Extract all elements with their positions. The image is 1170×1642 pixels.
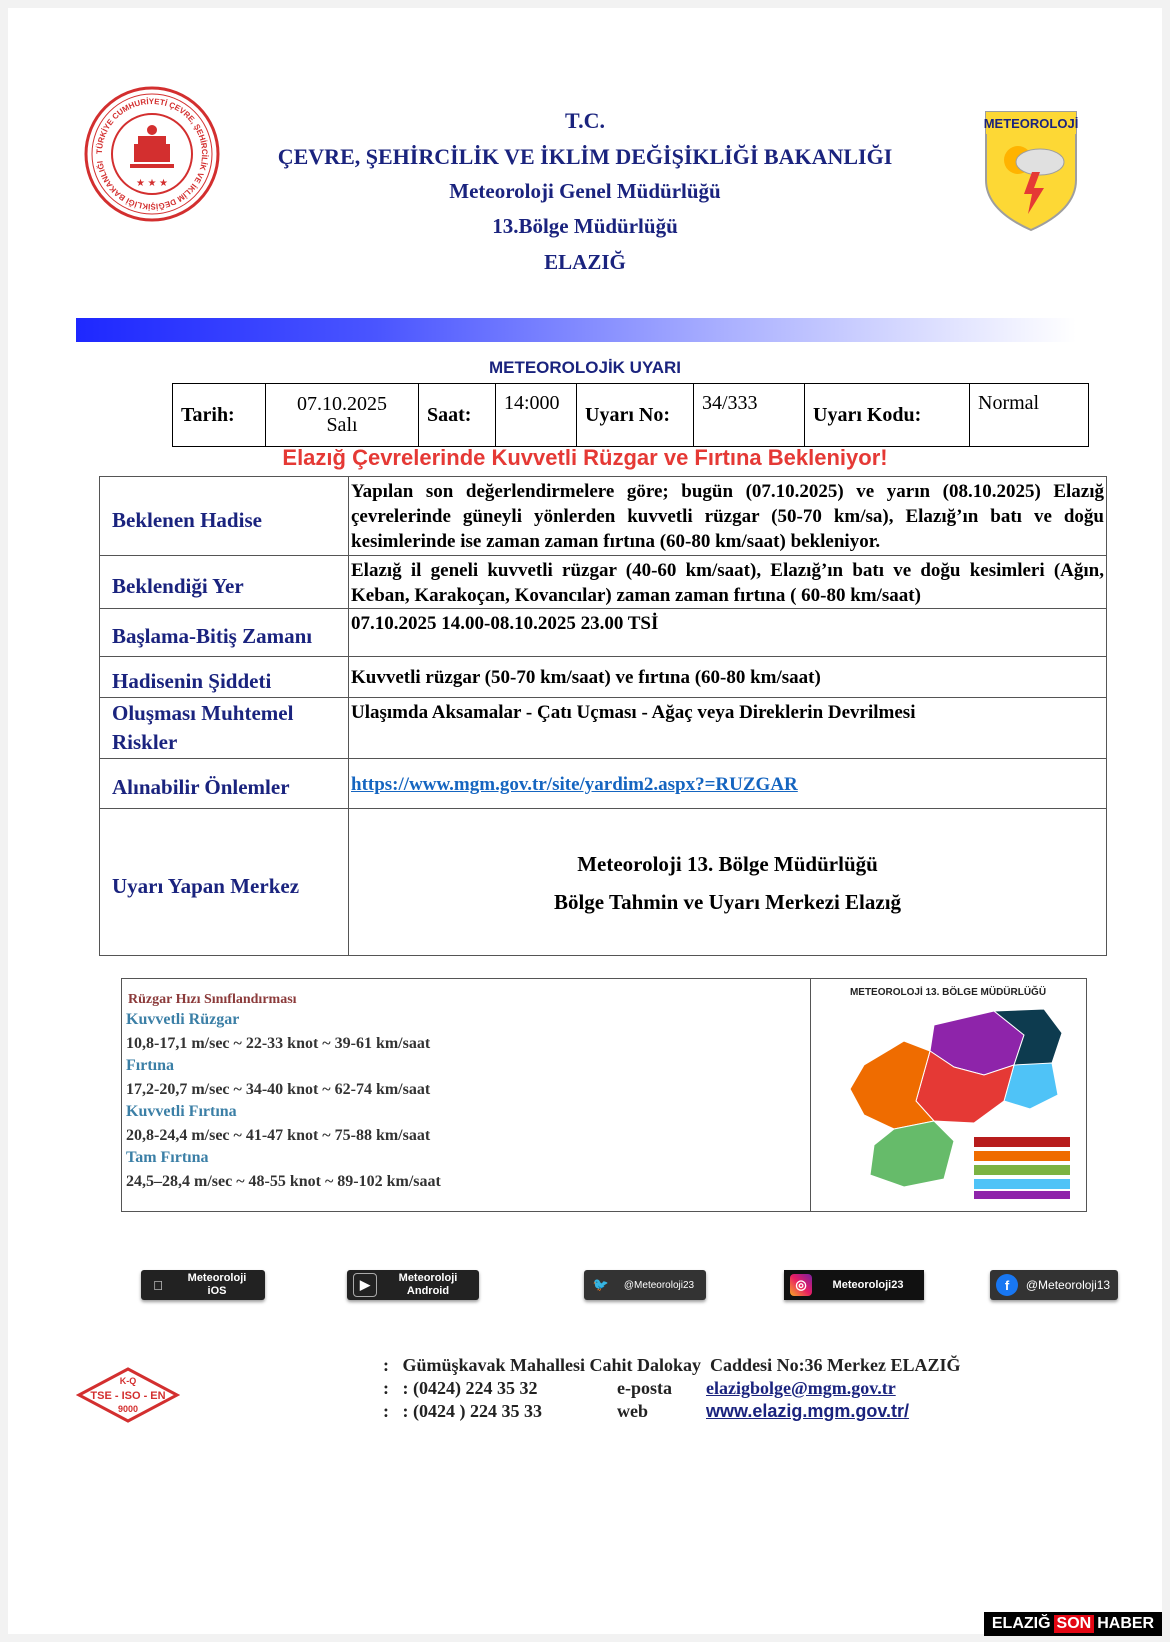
play-store-icon: ▶ <box>353 1273 377 1297</box>
row-label: Hadisenin Şiddeti <box>100 657 349 698</box>
ios-badge-text: Meteoroloji iOS <box>187 1272 247 1297</box>
email-label: e-posta <box>617 1378 672 1398</box>
wind-classification-box <box>121 978 1087 1212</box>
facebook-handle: @Meteoroloji13 <box>1025 1277 1111 1292</box>
date-cell <box>266 384 419 447</box>
row-value: Elazığ il geneli kuvvetli rüzgar (40-60 km/saat), Elazığ’ın batı ve doğu kesimleri (Ağın, Keban, Karakoçan, Kovancılar) zaman zaman fırtına ( 60-80 km/saat) <box>349 556 1107 609</box>
warning-no-label: Uyarı No: <box>577 384 694 447</box>
warning-info-table <box>172 383 1089 447</box>
wind-classification-title: Rüzgar Hızı Sınıflandırması <box>128 992 297 1007</box>
header-region: 13.Bölge Müdürlüğü <box>492 214 678 238</box>
android-app-badge[interactable] <box>347 1270 479 1300</box>
header-tc: T.C. <box>565 108 605 133</box>
header-city: ELAZIĞ <box>544 250 626 274</box>
contact-web-link[interactable]: www.elazig.mgm.gov.tr/ <box>706 1401 910 1421</box>
contact-phone-1: : : (0424) 224 35 32 <box>383 1378 538 1398</box>
wind-class-name: Kuvvetli Fırtına <box>126 1103 237 1120</box>
warning-code-label: Uyarı Kodu: <box>805 384 970 447</box>
facebook-icon: f <box>996 1274 1018 1296</box>
contact-address: : Gümüşkavak Mahallesi Cahit Dalokay Caddesi No:36 Merkez ELAZIĞ <box>383 1355 961 1375</box>
row-value: Ulaşımda Aksamalar - Çatı Uçması - Ağaç veya Direklerin Devrilmesi <box>349 698 1107 759</box>
center-subname: Bölge Tahmin ve Uyarı Merkezi Elazığ <box>553 890 902 914</box>
android-badge-text: Meteoroloji Android <box>398 1272 458 1297</box>
header-directorate: Meteoroloji Genel Müdürlüğü <box>449 179 721 203</box>
warning-code-value: Normal <box>970 384 1089 447</box>
cert-text-bottom: 9000 <box>117 1404 139 1414</box>
row-label: Beklenen Hadise <box>100 477 349 556</box>
tse-certification-icon <box>76 1366 180 1424</box>
date-label: Tarih: <box>173 384 266 447</box>
warning-headline: Elazığ Çevrelerinde Kuvvetli Rüzgar ve Fırtına Bekleniyor! <box>282 445 888 470</box>
news-watermark: ELAZIĞ SON HABER <box>984 1612 1162 1636</box>
row-value: Yapılan son değerlendirmelere göre; bugün (07.10.2025) ve yarın (08.10.2025) Elazığ çevrelerinde güneyli yönlerden kuvvetli rüzgar (50-70 km/sa), Elazığ’ın batı ve doğu kesimlerinde ise zaman zaman fırtına (60-80 km/saat) bekleniyor. <box>349 477 1107 556</box>
wind-class-range: 10,8-17,1 m/sec ~ 22-33 knot ~ 39-61 km/saat <box>126 1035 431 1052</box>
ios-app-badge[interactable] <box>141 1270 265 1300</box>
row-label: Alınabilir Önlemler <box>100 759 349 809</box>
instagram-icon: ◎ <box>790 1274 812 1296</box>
twitter-badge[interactable] <box>584 1270 706 1300</box>
precautions-link[interactable]: https://www.mgm.gov.tr/site/yardim2.aspx?=RUZGAR <box>351 774 798 795</box>
wind-class-name: Tam Fırtına <box>126 1149 209 1166</box>
map-title: METEOROLOJİ 13. BÖLGE MÜDÜRLÜĞÜ <box>849 987 1047 998</box>
region-map-icon <box>834 1005 1074 1201</box>
row-value <box>349 809 1107 956</box>
svg-text:★ ★ ★: ★ ★ ★ <box>136 178 168 189</box>
row-value <box>349 759 1107 809</box>
date-value: 07.10.2025 <box>297 393 387 415</box>
header-gradient-bar <box>76 318 1076 342</box>
header-ministry: ÇEVRE, ŞEHİRCİLİK VE İKLİM DEĞİŞİKLİĞİ BAKANLIĞI <box>277 144 893 169</box>
cert-text-middle: TSE - ISO - EN <box>90 1390 166 1402</box>
row-label: Uyarı Yapan Merkez <box>100 809 349 956</box>
box-divider <box>810 979 811 1211</box>
day-value: Salı <box>326 414 358 436</box>
row-label: Oluşması Muhtemel Riskler <box>100 698 349 759</box>
svg-text:METEOROLOJİ: METEOROLOJİ <box>983 116 1079 131</box>
wind-class-range: 20,8-24,4 m/sec ~ 41-47 knot ~ 75-88 km/saat <box>126 1127 431 1144</box>
twitter-handle: @Meteoroloji23 <box>623 1279 695 1291</box>
row-label: Beklendiği Yer <box>100 556 349 609</box>
svg-text:TÜRKİYE CUMHURİYETİ ÇEVRE, ŞEH: TÜRKİYE CUMHURİYETİ ÇEVRE, ŞEHİRCİLİK VE İKLİM DEĞİŞİKLİĞİ BAKANLIĞI <box>94 96 210 212</box>
cert-text-top: K-Q <box>119 1376 137 1386</box>
warning-details-table <box>99 476 1107 956</box>
time-label: Saat: <box>419 384 496 447</box>
facebook-badge[interactable] <box>990 1270 1118 1300</box>
warning-section-title: METEOROLOJİK UYARI <box>488 358 682 377</box>
apple-icon <box>147 1274 169 1296</box>
row-label: Başlama-Bitiş Zamanı <box>100 609 349 657</box>
contact-phone-2: : : (0424 ) 224 35 33 <box>383 1401 542 1421</box>
warning-no-value: 34/333 <box>694 384 805 447</box>
wind-class-range: 24,5–28,4 m/sec ~ 48-55 knot ~ 89-102 km/saat <box>126 1173 441 1190</box>
row-value: 07.10.2025 14.00-08.10.2025 23.00 TSİ <box>349 609 1107 657</box>
contact-email-link[interactable]: elazigbolge@mgm.gov.tr <box>706 1378 896 1398</box>
wind-class-name: Kuvvetli Rüzgar <box>126 1011 240 1028</box>
web-label: web <box>617 1401 648 1421</box>
time-value: 14:000 <box>496 384 577 447</box>
wind-class-name: Fırtına <box>126 1057 174 1074</box>
twitter-icon: 🐦 <box>592 1277 610 1292</box>
instagram-handle: Meteoroloji23 <box>832 1278 904 1291</box>
center-name: Meteoroloji 13. Bölge Müdürlüğü <box>577 852 878 876</box>
row-value: Kuvvetli rüzgar (50-70 km/saat) ve fırtına (60-80 km/saat) <box>349 657 1107 698</box>
instagram-badge[interactable] <box>784 1270 924 1300</box>
wind-class-range: 17,2-20,7 m/sec ~ 34-40 knot ~ 62-74 km/saat <box>126 1081 431 1098</box>
